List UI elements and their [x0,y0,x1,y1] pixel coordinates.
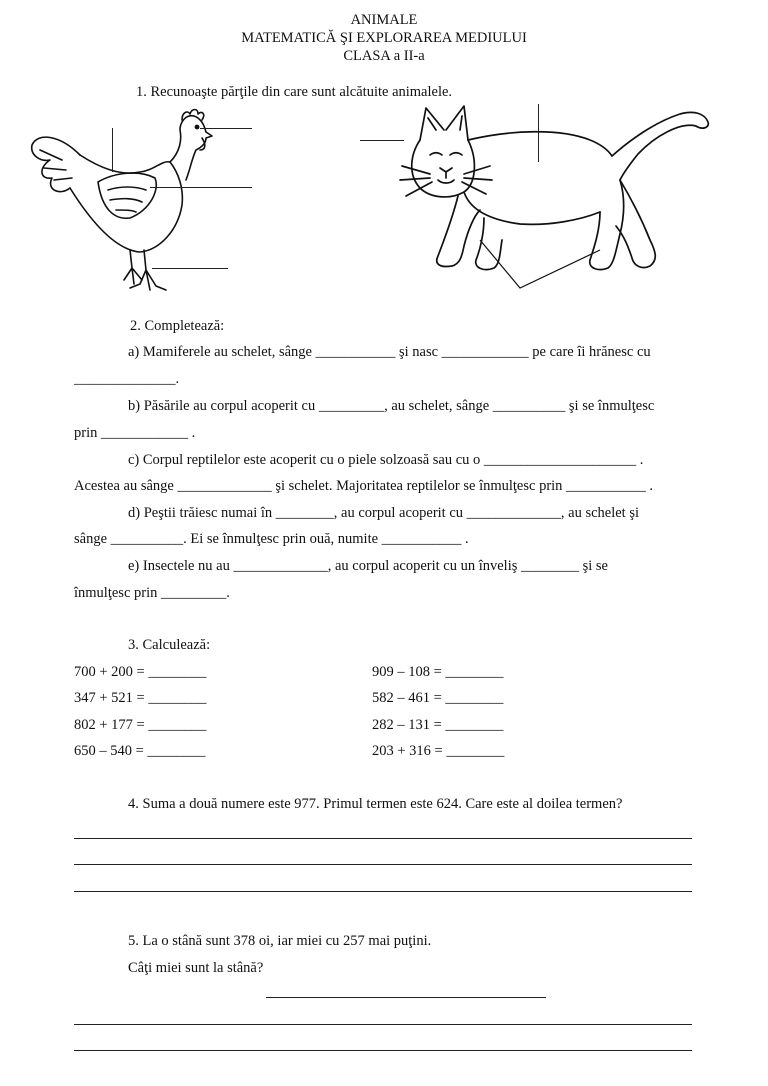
answer-line-4-2[interactable] [74,864,692,865]
answer-line-5-3[interactable] [74,1050,692,1051]
worksheet-grade: CLASA a II-a [343,48,425,64]
exercise-2b-line2: prin ____________ . [74,425,196,441]
exercise-2b-line1: b) Păsările au corpul acoperit cu _________, au schelet, sânge __________ şi se înmulţesc [128,398,655,414]
exercise-2d-line1: d) Peştii trăiesc numai în ________, au corpul acoperit cu _____________, au schelet şi [128,505,640,521]
exercise-2-heading: 2. Completează: [130,318,225,334]
exercise-2c-line2: Acestea au sânge _____________ şi schelet. Majoritatea reptilelor se înmulţesc prin ___________ . [74,478,654,494]
calc-left-3: 802 + 177 = ________ [74,717,207,733]
calc-right-4: 203 + 316 = ________ [372,743,505,759]
cat-body-label-line[interactable] [538,104,539,162]
answer-line-4-3[interactable] [74,891,692,892]
worksheet-subject: MATEMATICĂ ŞI EXPLORAREA MEDIULUI [241,30,527,46]
worksheet-title: ANIMALE [350,12,418,28]
calc-right-1: 909 – 108 = ________ [372,664,504,680]
exercise-2d-line2: sânge __________. Ei se înmulţesc prin ouă, numite ___________ . [74,531,469,547]
cat-legs-pointer [470,230,610,300]
answer-line-4-1[interactable] [74,838,692,839]
hen-leg-label-line[interactable] [152,268,228,269]
calc-right-2: 582 – 461 = ________ [372,690,504,706]
hen-head-label-line[interactable] [200,128,252,129]
calc-left-2: 347 + 521 = ________ [74,690,207,706]
exercise-2e-line2: înmulţesc prin _________. [74,585,230,601]
calc-left-4: 650 – 540 = ________ [74,743,206,759]
hen-wing-label-line[interactable] [150,187,252,188]
exercise-2e-line1: e) Insectele nu au _____________, au corpul acoperit cu un înveliş ________ şi se [128,558,608,574]
answer-line-5-2[interactable] [74,1024,692,1025]
exercise-4-prompt: 4. Suma a două numere este 977. Primul termen este 624. Care este al doilea termen? [128,796,623,812]
exercise-2a-line2: ______________. [74,371,180,387]
cat-whiskers-label-line[interactable] [360,140,404,141]
exercise-3-heading: 3. Calculează: [128,637,211,653]
exercise-5-line2: Câţi miei sunt la stână? [128,960,264,976]
hen-drawing [20,100,260,305]
hen-tail-pointer [112,128,113,172]
answer-line-5-1[interactable] [266,997,546,998]
exercise-5-line1: 5. La o stână sunt 378 oi, iar miei cu 257 mai puţini. [128,933,432,949]
exercise-2c-line1: c) Corpul reptilelor este acoperit cu o piele solzoasă sau cu o _____________________ . [128,452,644,468]
calc-left-1: 700 + 200 = ________ [74,664,207,680]
exercise-2a-line1: a) Mamiferele au schelet, sânge ___________ şi nasc ____________ pe care îi hrănesc cu [128,344,651,360]
calc-right-3: 282 – 131 = ________ [372,717,504,733]
exercise-1-prompt: 1. Recunoaşte părţile din care sunt alcătuite animalele. [136,84,453,100]
